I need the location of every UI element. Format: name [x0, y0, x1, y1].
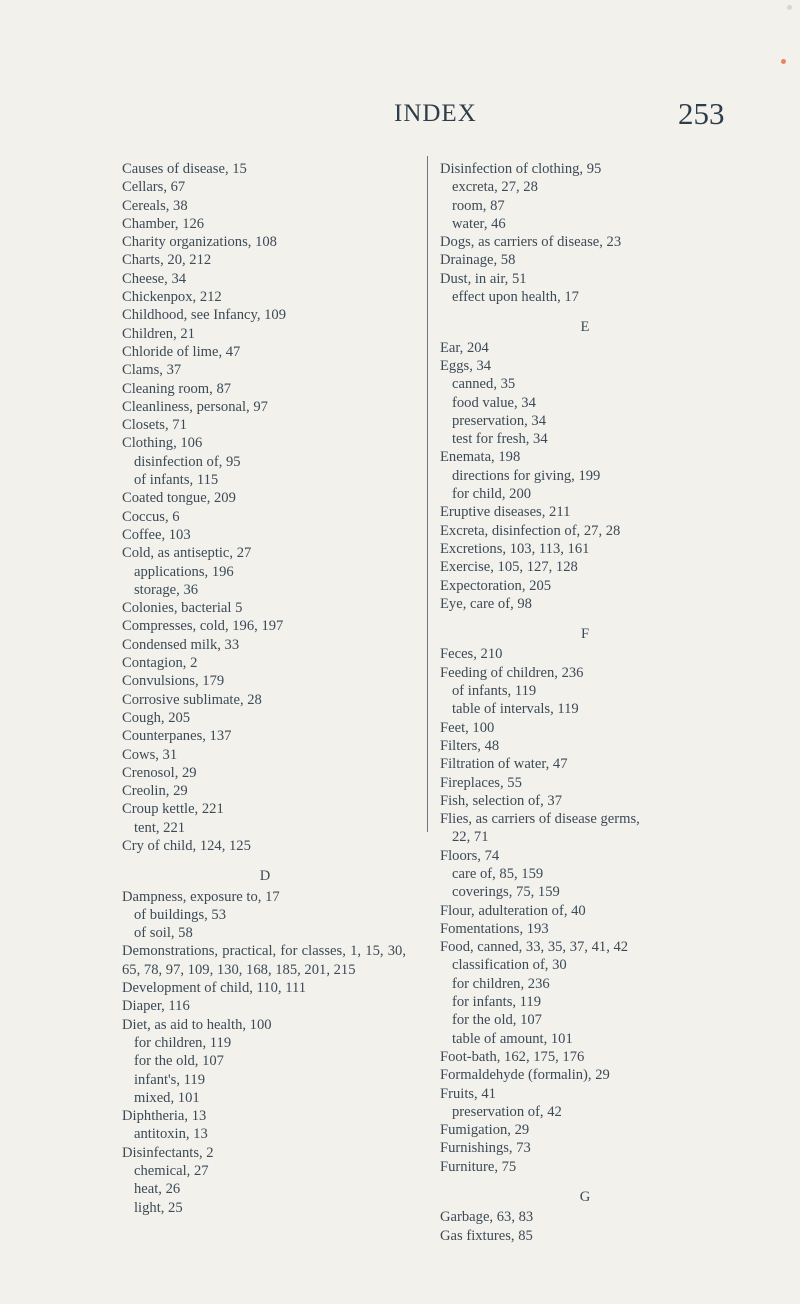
index-entry: Childhood, see Infancy, 109 [122, 307, 287, 324]
index-subentry: for infants, 119 [452, 994, 542, 1011]
index-entry: Children, 21 [122, 325, 195, 342]
index-entry: Cereals, 38 [122, 197, 188, 214]
index-subentry: of buildings, 53 [134, 906, 227, 923]
index-entry: Flies, as carriers of disease germs, [440, 811, 640, 828]
page-title: INDEX [394, 100, 477, 127]
index-entry: Crenosol, 29 [122, 764, 197, 781]
index-entry: Diphtheria, 13 [122, 1108, 207, 1125]
index-entry: Coffee, 103 [122, 526, 191, 543]
index-subentry: directions for giving, 199 [452, 467, 601, 484]
index-entry: Cellars, 67 [122, 179, 186, 196]
index-entry-continuation: 22, 71 [452, 829, 489, 846]
index-subentry: preservation of, 42 [452, 1103, 562, 1120]
index-entry: Furniture, 75 [440, 1158, 517, 1175]
index-entry: Excreta, disinfection of, 27, 28 [440, 522, 621, 539]
index-entry: Ear, 204 [440, 339, 489, 356]
index-entry: Filtration of water, 47 [440, 756, 568, 773]
index-entry: Dampness, exposure to, 17 [122, 888, 280, 905]
index-subentry: preservation, 34 [452, 412, 547, 429]
index-subentry: disinfection of, 95 [134, 453, 241, 470]
index-entry: Contagion, 2 [122, 655, 198, 672]
index-entry: Charity organizations, 108 [122, 234, 277, 251]
index-subentry: of soil, 58 [134, 925, 193, 942]
index-subentry: antitoxin, 13 [134, 1126, 208, 1143]
index-subentry: of infants, 119 [452, 683, 537, 700]
index-entry: Cleanliness, personal, 97 [122, 398, 268, 415]
index-subentry: care of, 85, 159 [452, 865, 544, 882]
index-entry: Eggs, 34 [440, 357, 492, 374]
index-entry: Chickenpox, 212 [122, 289, 222, 306]
index-entry: Eye, care of, 98 [440, 595, 532, 612]
index-entry: Excretions, 103, 113, 161 [440, 540, 590, 557]
index-entry: Enemata, 198 [440, 449, 521, 466]
index-subentry: for children, 119 [134, 1034, 232, 1051]
index-subentry: heat, 26 [134, 1181, 181, 1198]
index-entry: Cough, 205 [122, 709, 191, 726]
index-entry: Demonstrations, practical, for classes, 1, 15, 30, 65, 78, 97, 109, 130, 168, 185, 201, 215 [122, 943, 406, 978]
index-entry: Fomentations, 193 [440, 920, 549, 937]
index-entry: Floors, 74 [440, 847, 500, 864]
index-entry: Feet, 100 [440, 719, 495, 736]
index-entry: Food, canned, 33, 35, 37, 41, 42 [440, 939, 629, 956]
index-entry: Compresses, cold, 196, 197 [122, 618, 284, 635]
index-entry: Disinfectants, 2 [122, 1144, 214, 1161]
index-entry: Condensed milk, 33 [122, 636, 240, 653]
index-entry: Causes of disease, 15 [122, 161, 247, 177]
index-entry: Feeding of children, 236 [440, 664, 584, 681]
index-subentry: chemical, 27 [134, 1163, 209, 1180]
index-subentry: of infants, 115 [134, 472, 219, 489]
index-entry: Formaldehyde (formalin), 29 [440, 1067, 610, 1084]
index-subentry: applications, 196 [134, 563, 234, 580]
index-entry: Dust, in air, 51 [440, 270, 527, 287]
index-entry: Counterpanes, 137 [122, 728, 232, 745]
index-entry: Creolin, 29 [122, 783, 188, 800]
index-subentry: canned, 35 [452, 376, 516, 393]
index-subentry: room, 87 [452, 197, 505, 214]
index-entry: Feces, 210 [440, 646, 503, 663]
index-subentry: for the old, 107 [134, 1053, 224, 1070]
index-entry: Convulsions, 179 [122, 673, 225, 690]
paper-speck [781, 59, 786, 64]
index-subentry: table of amount, 101 [452, 1030, 573, 1047]
index-subentry: for the old, 107 [452, 1012, 542, 1029]
index-entry: Diaper, 116 [122, 998, 190, 1015]
index-entry: Fumigation, 29 [440, 1122, 530, 1139]
index-subentry: food value, 34 [452, 394, 536, 411]
section-letter: G [579, 1189, 591, 1206]
index-entry: Cold, as antiseptic, 27 [122, 545, 252, 562]
index-subentry: water, 46 [452, 215, 506, 232]
index-subentry: classification of, 30 [452, 957, 567, 974]
index-entry: Cleaning room, 87 [122, 380, 232, 397]
index-subentry: infant's, 119 [134, 1071, 205, 1088]
page-header [0, 96, 800, 140]
index-column-left [122, 160, 422, 1217]
section-letter: F [580, 626, 590, 643]
index-entry: Flour, adulteration of, 40 [440, 902, 586, 919]
index-entry: Gas fixtures, 85 [440, 1227, 533, 1244]
index-subentry: for child, 200 [452, 486, 532, 503]
index-entry: Closets, 71 [122, 417, 187, 434]
index-entry: Cheese, 34 [122, 270, 187, 287]
index-entry: Chloride of lime, 47 [122, 343, 241, 360]
index-entry: Clothing, 106 [122, 435, 203, 452]
index-entry: Colonies, bacterial 5 [122, 600, 243, 617]
index-entry: Dogs, as carriers of disease, 23 [440, 234, 622, 251]
index-entry: Coated tongue, 209 [122, 490, 236, 507]
index-entry: Chamber, 126 [122, 215, 205, 232]
index-subentry: tent, 221 [134, 819, 186, 836]
index-entry: Fireplaces, 55 [440, 774, 522, 791]
index-entry: Foot-bath, 162, 175, 176 [440, 1048, 585, 1065]
index-subentry: test for fresh, 34 [452, 431, 548, 448]
index-subentry: light, 25 [134, 1199, 183, 1216]
index-entry: Clams, 37 [122, 362, 182, 379]
column-divider [427, 156, 428, 832]
index-entry: Fish, selection of, 37 [440, 792, 563, 809]
section-letter: D [259, 868, 271, 885]
index-entry: Expectoration, 205 [440, 577, 552, 594]
index-entry: Drainage, 58 [440, 252, 516, 269]
index-entry: Cry of child, 124, 125 [122, 837, 251, 854]
index-subentry: table of intervals, 119 [452, 701, 579, 718]
section-letter: E [580, 319, 590, 336]
index-entry: Charts, 20, 212 [122, 252, 212, 269]
index-entry: Fruits, 41 [440, 1085, 496, 1102]
index-entry: Filters, 48 [440, 737, 500, 754]
index-subentry: excreta, 27, 28 [452, 179, 538, 196]
index-entry: Furnishings, 73 [440, 1140, 531, 1157]
index-subentry: coverings, 75, 159 [452, 884, 560, 901]
index-entry: Disinfection of clothing, 95 [440, 161, 602, 177]
index-entry: Garbage, 63, 83 [440, 1209, 534, 1226]
index-entry: Diet, as aid to health, 100 [122, 1016, 272, 1033]
index-subentry: storage, 36 [134, 581, 199, 598]
index-subentry: mixed, 101 [134, 1089, 200, 1106]
index-entry: Croup kettle, 221 [122, 801, 224, 818]
index-entry: Eruptive diseases, 211 [440, 504, 571, 521]
paper-speck [787, 5, 792, 10]
index-column-right [440, 160, 760, 1245]
index-entry: Coccus, 6 [122, 508, 180, 525]
index-entry: Cows, 31 [122, 746, 178, 763]
index-entry: Corrosive sublimate, 28 [122, 691, 262, 708]
index-subentry: effect upon health, 17 [452, 289, 579, 306]
index-entry: Exercise, 105, 127, 128 [440, 559, 578, 576]
index-entry: Development of child, 110, 111 [122, 980, 307, 997]
index-subentry: for children, 236 [452, 975, 550, 992]
page-number: 253 [678, 96, 725, 131]
